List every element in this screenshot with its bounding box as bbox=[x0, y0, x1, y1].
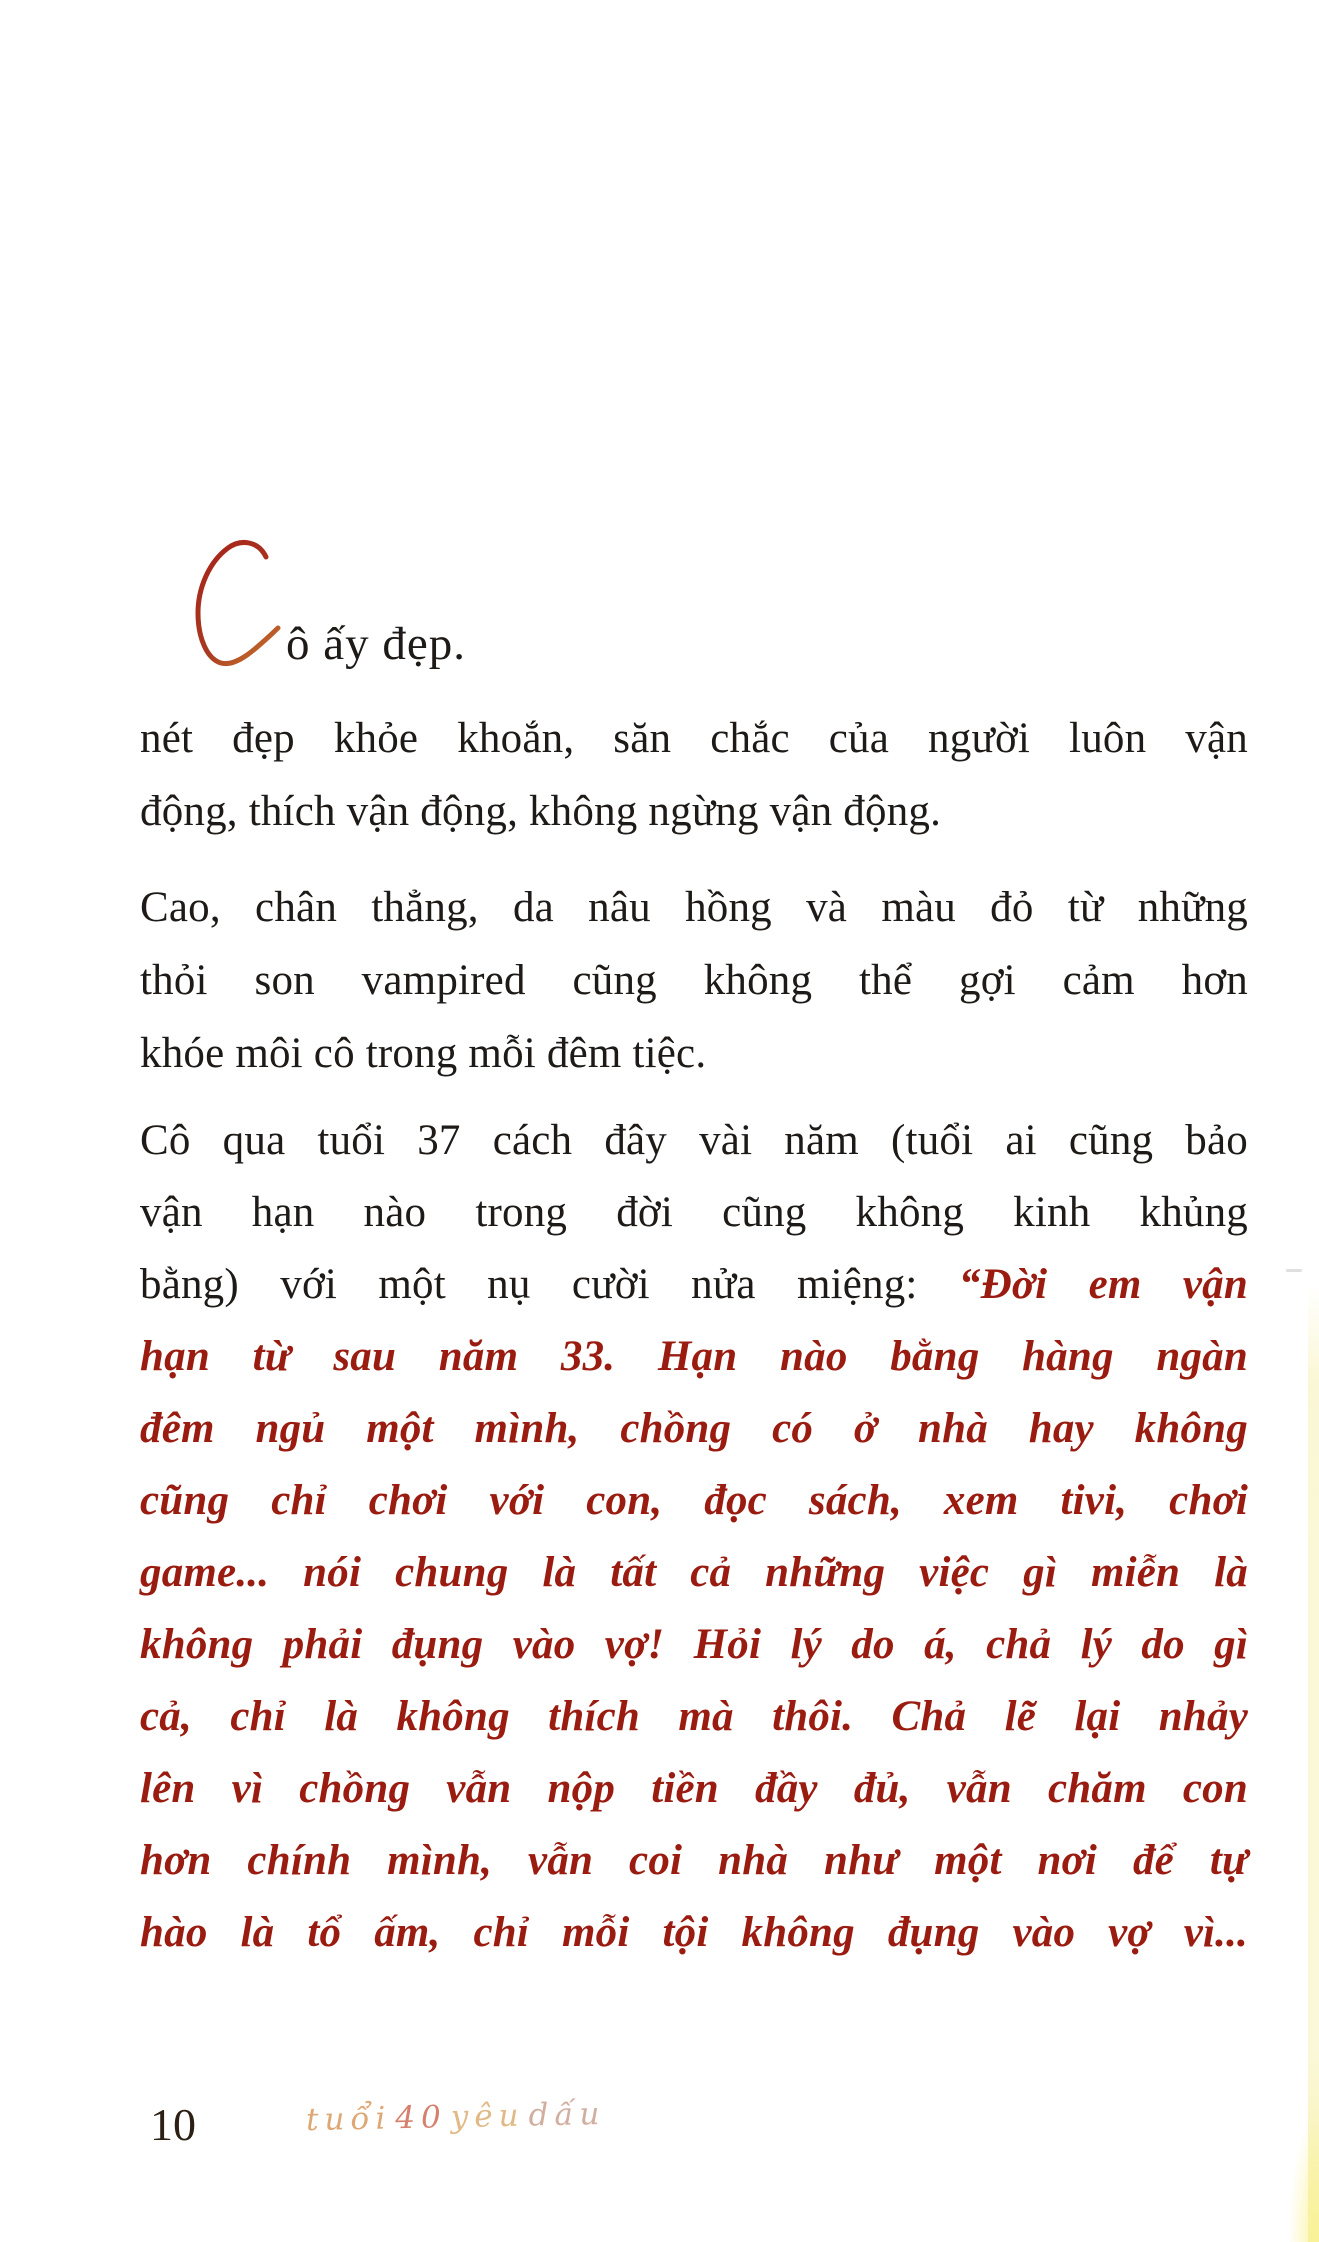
text-line bbox=[140, 1321, 1248, 1393]
dropcap-rest-text: ô ấy đẹp. bbox=[286, 618, 466, 670]
running-title-segment: yêu bbox=[450, 2097, 525, 2136]
quote-text-segment: hào là tổ ấm, chỉ mỗi tội không đụng vào vợ vì... bbox=[140, 1909, 1248, 1956]
dropcap-line bbox=[188, 538, 466, 670]
running-title-segment: dấu bbox=[528, 2095, 606, 2134]
text-line bbox=[140, 1537, 1248, 1609]
text-line bbox=[140, 1017, 1248, 1090]
quote-text-segment: cả, chỉ là không thích mà thôi. Chả lẽ lại nhảy bbox=[140, 1693, 1248, 1740]
text-line bbox=[140, 944, 1248, 1017]
text-line bbox=[140, 1393, 1248, 1465]
scan-edge-glow bbox=[1289, 2112, 1319, 2242]
text-line bbox=[140, 1825, 1248, 1897]
quote-text-segment: cũng chỉ chơi với con, đọc sách, xem tivi, chơi bbox=[140, 1477, 1248, 1524]
quote-text-segment: game... nói chung là tất cả những việc gì miễn là bbox=[140, 1549, 1248, 1596]
body-text-segment: bằng) với một nụ cười nửa miệng: bbox=[140, 1261, 959, 1308]
paragraph-description bbox=[140, 871, 1248, 1090]
quote-text-segment: “Đời em vận bbox=[958, 1261, 1248, 1308]
quote-text-segment: lên vì chồng vẫn nộp tiền đầy đủ, vẫn chăm con bbox=[140, 1765, 1248, 1812]
text-line bbox=[140, 775, 1248, 848]
running-title-segment: tuổi bbox=[305, 2100, 392, 2139]
scan-edge-dash bbox=[1286, 1269, 1302, 1272]
quote-text-segment: không phải đụng vào vợ! Hỏi lý do á, chả lý do gì bbox=[140, 1621, 1248, 1668]
text-line bbox=[140, 1897, 1248, 1969]
paragraph-intro bbox=[140, 702, 1248, 848]
body-text-segment: động, thích vận động, không ngừng vận động. bbox=[140, 788, 942, 835]
text-line bbox=[140, 1105, 1248, 1177]
text-line bbox=[140, 1609, 1248, 1681]
quote-text-segment: hạn từ sau năm 33. Hạn nào bằng hàng ngàn bbox=[140, 1333, 1248, 1380]
quote-text-segment: hơn chính mình, vẫn coi nhà như một nơi để tự bbox=[140, 1837, 1248, 1884]
running-title-handwritten bbox=[306, 2093, 610, 2143]
running-title-segment: 40 bbox=[394, 2099, 448, 2137]
body-text-segment: nét đẹp khỏe khoắn, săn chắc của người luôn vận bbox=[140, 715, 1248, 762]
page-number: 10 bbox=[150, 2099, 196, 2150]
paragraph-quote bbox=[140, 1105, 1248, 1969]
body-text-segment: khóe môi cô trong mỗi đêm tiệc. bbox=[140, 1030, 707, 1077]
body-text-segment: Cao, chân thẳng, da nâu hồng và màu đỏ từ những bbox=[140, 884, 1248, 931]
text-line bbox=[140, 702, 1248, 775]
body-text-segment: Cô qua tuổi 37 cách đây vài năm (tuổi ai cũng bảo bbox=[140, 1117, 1248, 1164]
text-line bbox=[140, 871, 1248, 944]
text-line bbox=[140, 1465, 1248, 1537]
dropcap-letter-c-icon bbox=[188, 538, 282, 670]
text-line bbox=[140, 1753, 1248, 1825]
quote-text-segment: đêm ngủ một mình, chồng có ở nhà hay không bbox=[140, 1405, 1248, 1452]
text-line bbox=[140, 1177, 1248, 1249]
body-text-segment: vận hạn nào trong đời cũng không kinh khủng bbox=[140, 1189, 1248, 1236]
text-line bbox=[140, 1681, 1248, 1753]
scan-edge-strip bbox=[1308, 1285, 1319, 2242]
text-line bbox=[140, 1249, 1248, 1321]
body-text-segment: thỏi son vampired cũng không thể gợi cảm hơn bbox=[140, 957, 1248, 1004]
